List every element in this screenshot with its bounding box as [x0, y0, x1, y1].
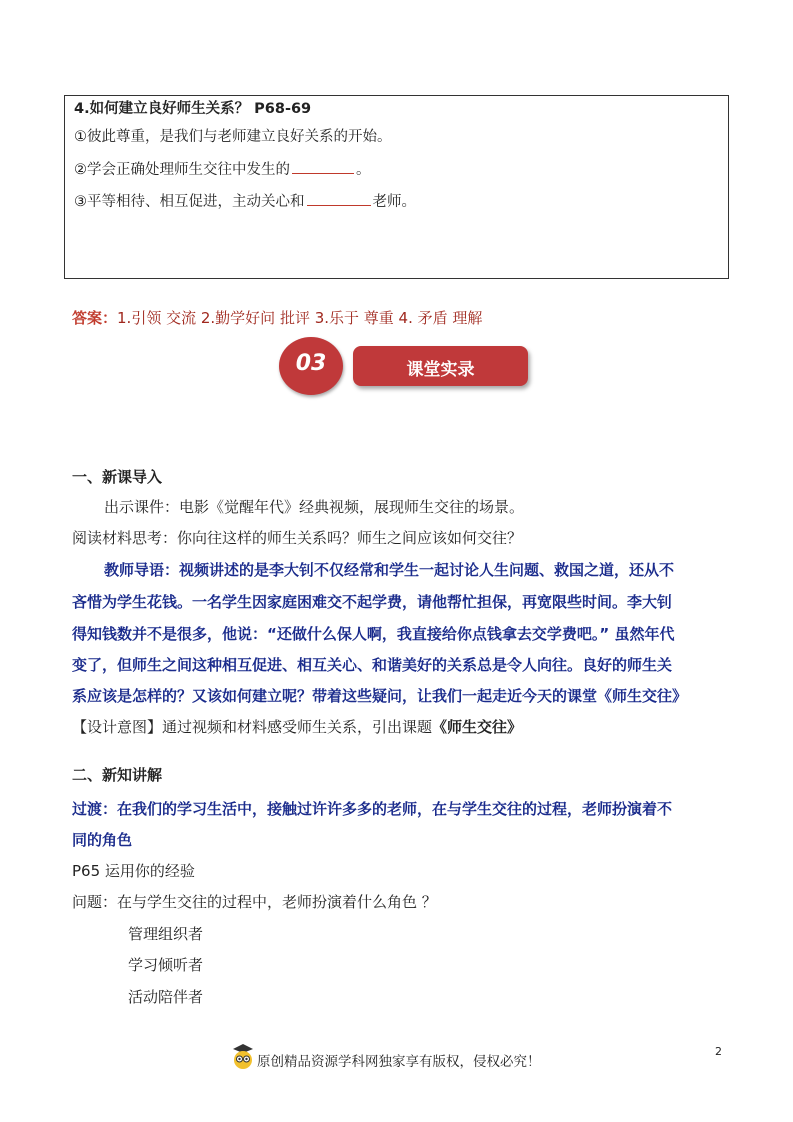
q4-item-3-text: ③平等相待、相互促进，主动关心和 — [74, 194, 305, 210]
answer-line — [72, 308, 482, 328]
role-item: 管理组织者 — [128, 925, 204, 943]
question-box — [64, 95, 729, 279]
answer-text: 1.引领 交流 2.勤学好问 批评 3.乐于 尊重 4. 矛盾 理解 — [117, 309, 483, 327]
design-intent — [72, 713, 728, 742]
transition-2: 同的角色 — [72, 831, 133, 849]
teacher-intro-2: 吝惜为学生花钱。一名学生因家庭困难交不起学费，请他帮忙担保，再宽限些时间。李大钊 — [72, 593, 673, 611]
design-intent-title: 《师生交往》 — [432, 718, 523, 736]
footer-copyright: 原创精品资源学科网独家享有版权，侵权必究！ — [257, 1054, 541, 1070]
owl-logo-icon — [232, 1042, 254, 1070]
p65-line: P65 运用你的经验 — [72, 862, 195, 880]
q4-title: 4.如何建立良好师生关系？ P68-69 — [74, 101, 312, 117]
q4-item-3 — [74, 191, 416, 212]
section2-heading: 二、新知讲解 — [72, 766, 163, 784]
fill-blank — [307, 191, 371, 206]
q4-item-3-end: 老师。 — [372, 194, 416, 210]
teacher-intro-3: 得知钱数并不是很多，他说：“还做什么保人啊，我直接给你点钱拿去交学费吧。” 虽然年代 — [72, 625, 675, 643]
teacher-intro-1: 教师导语：视频讲述的是李大钊不仅经常和学生一起讨论人生问题、救国之道，还从不 — [104, 561, 675, 579]
section-title: 课堂实录 — [406, 360, 475, 380]
section-title-banner — [353, 346, 528, 386]
section-number: 03 — [295, 351, 327, 376]
q4-item-2 — [74, 159, 371, 180]
q4-item-2-text: ②学会正确处理师生交往中发生的 — [74, 162, 290, 178]
q4-item-1: ①彼此尊重，是我们与老师建立良好关系的开始。 — [74, 129, 392, 145]
teacher-intro-4: 变了，但师生之间这种相互促进、相互关心、和谐美好的关系总是令人向往。良好的师生关 — [72, 656, 673, 674]
q4-item-2-end: 。 — [356, 162, 371, 178]
section1-heading: 一、新课导入 — [72, 468, 163, 486]
fill-blank — [292, 159, 354, 174]
design-intent-text: 【设计意图】通过视频和材料感受师生关系，引出课题 — [72, 718, 433, 736]
section1-line2: 阅读材料思考：你向往这样的师生关系吗？师生之间应该如何交往？ — [72, 529, 523, 547]
role-item: 活动陪伴者 — [128, 988, 204, 1006]
question-line: 问题：在与学生交往的过程中，老师扮演着什么角色 ？ — [72, 893, 437, 911]
section1-line1: 出示课件：电影《觉醒年代》经典视频，展现师生交往的场景。 — [104, 498, 525, 516]
answer-label: 答案： — [72, 309, 118, 327]
role-item: 学习倾听者 — [128, 956, 204, 974]
section-number-badge — [279, 337, 343, 395]
teacher-intro-5: 系应该是怎样的？又该如何建立呢？带着这些疑问，让我们一起走近今天的课堂《师生交往》 — [72, 687, 688, 705]
page-number: 2 — [715, 1045, 722, 1058]
transition-1: 过渡：在我们的学习生活中，接触过许许多多的老师，在与学生交往的过程，老师扮演着不 — [72, 800, 673, 818]
